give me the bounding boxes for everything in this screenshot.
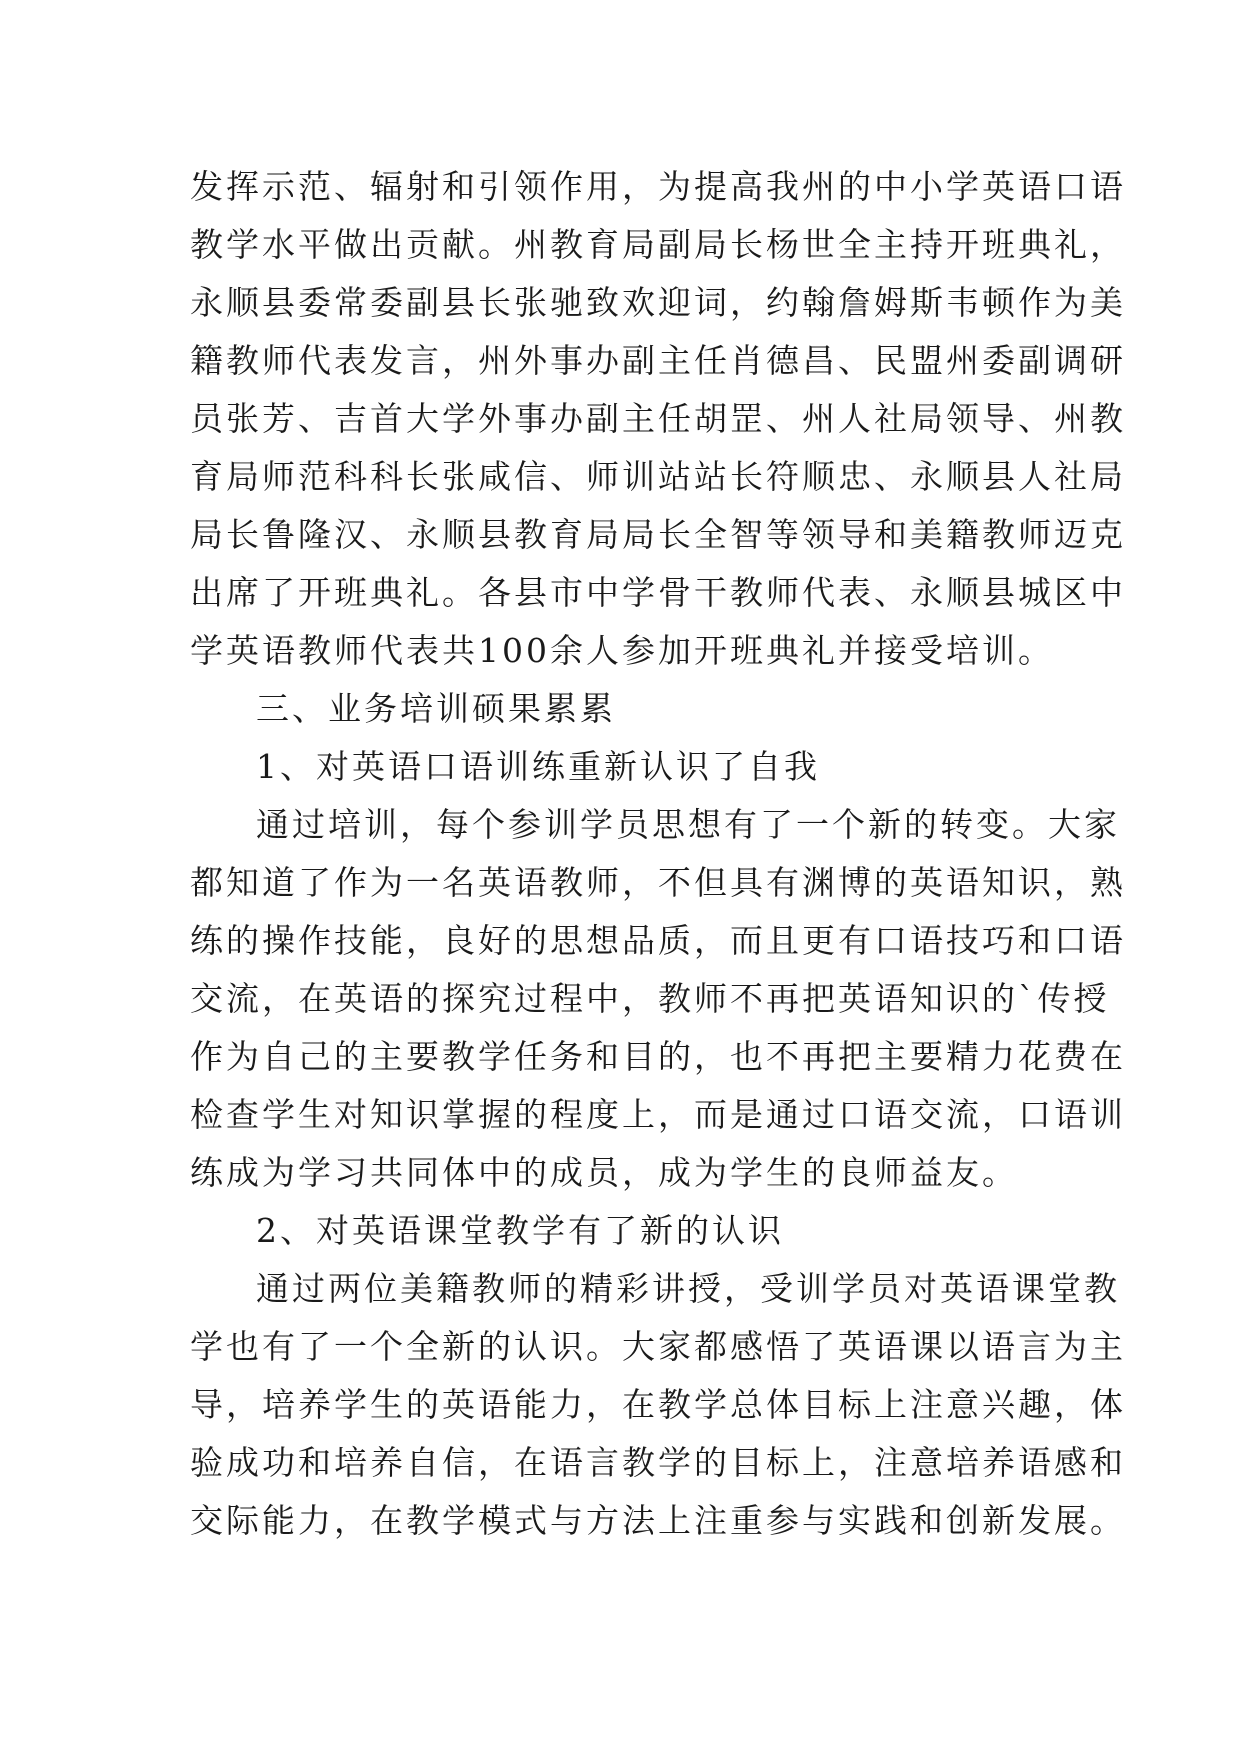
text-line: 练的操作技能，良好的思想品质，而且更有口语技巧和口语	[190, 921, 1126, 960]
text-line: 都知道了作为一名英语教师，不但具有渊博的英语知识，熟	[190, 863, 1126, 902]
text-line: 验成功和培养自信，在语言教学的目标上，注意培养语感和	[190, 1443, 1126, 1482]
text-line: 教学水平做出贡献。州教育局副局长杨世全主持开班典礼，	[190, 225, 1126, 264]
text-line: 检查学生对知识掌握的程度上，而是通过口语交流，口语训	[190, 1095, 1126, 1134]
text-line: 永顺县委常委副县长张驰致欢迎词，约翰詹姆斯韦顿作为美	[190, 283, 1126, 322]
text-line: 育局师范科科长张咸信、师训站站长符顺忠、永顺县人社局	[190, 457, 1126, 496]
text-line: 发挥示范、辐射和引领作用，为提高我州的中小学英语口语	[190, 167, 1126, 206]
text-line: 籍教师代表发言，州外事办副主任肖德昌、民盟州委副调研	[190, 341, 1126, 380]
text-line: 学英语教师代表共100余人参加开班典礼并接受培训。	[190, 631, 1054, 670]
text-line: 作为自己的主要教学任务和目的，也不再把主要精力花费在	[190, 1037, 1126, 1076]
text-line: 出席了开班典礼。各县市中学骨干教师代表、永顺县城区中	[190, 573, 1126, 612]
text-line: 局长鲁隆汉、永顺县教育局局长全智等领导和美籍教师迈克	[190, 515, 1126, 554]
text-line: 通过培训，每个参训学员思想有了一个新的转变。大家	[256, 805, 1120, 844]
text-line: 通过两位美籍教师的精彩讲授，受训学员对英语课堂教	[256, 1269, 1120, 1308]
text-line: 交流，在英语的探究过程中，教师不再把英语知识的`传授	[190, 979, 1110, 1018]
subsection-heading: 1、对英语口语训练重新认识了自我	[256, 747, 820, 786]
text-line: 练成为学习共同体中的成员，成为学生的良师益友。	[190, 1153, 1018, 1192]
body-text	[190, 158, 1126, 1550]
text-line: 学也有了一个全新的认识。大家都感悟了英语课以语言为主	[190, 1327, 1126, 1366]
section-heading: 三、业务培训硕果累累	[256, 689, 616, 728]
text-line: 交际能力，在教学模式与方法上注重参与实践和创新发展。	[190, 1501, 1126, 1540]
subsection-heading: 2、对英语课堂教学有了新的认识	[256, 1211, 784, 1250]
text-line: 员张芳、吉首大学外事办副主任胡罡、州人社局领导、州教	[190, 399, 1126, 438]
text-line: 导，培养学生的英语能力，在教学总体目标上注意兴趣，体	[190, 1385, 1126, 1424]
